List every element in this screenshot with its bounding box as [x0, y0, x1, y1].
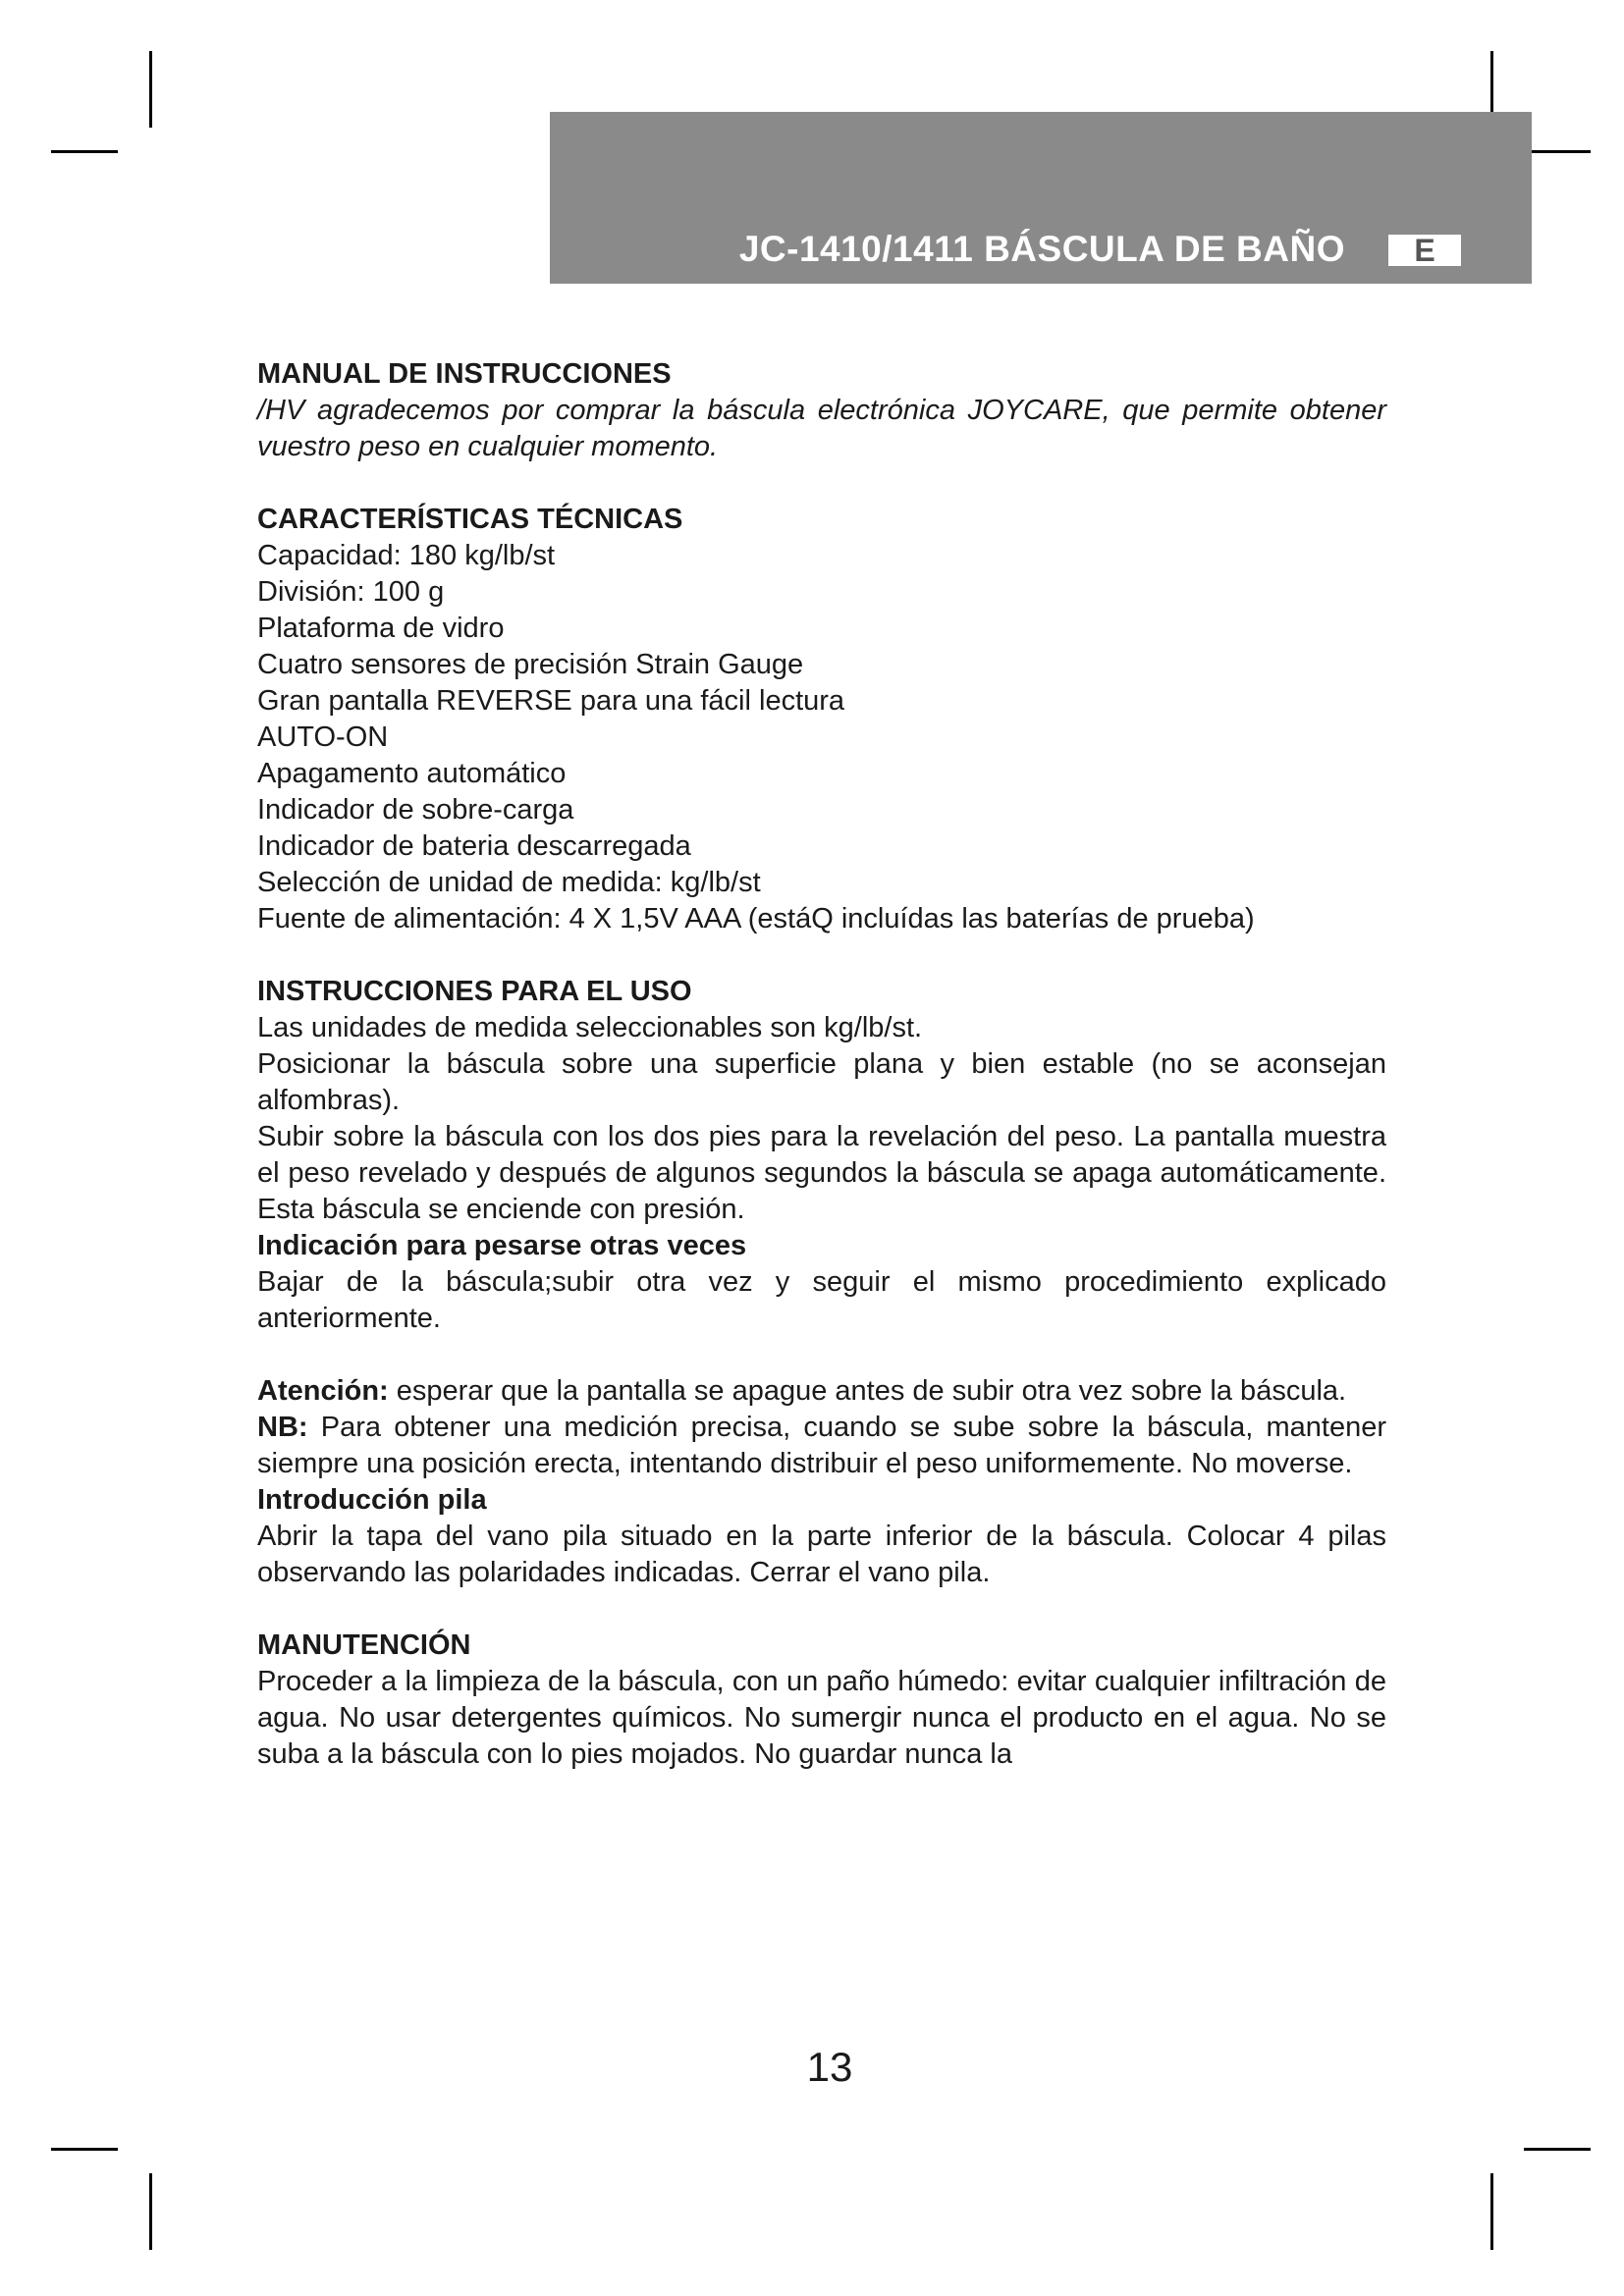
language-badge: E — [1388, 235, 1461, 266]
spec-item: Apagamento automático — [257, 758, 567, 789]
crop-mark-top-right-horizontal — [1524, 150, 1591, 153]
manual-section — [257, 356, 1386, 465]
attention-note — [257, 1373, 1386, 1410]
maintenance-section — [257, 1628, 1386, 1773]
crop-mark-top-left-horizontal — [51, 150, 118, 153]
spec-item: Indicador de bateria descarregada — [257, 830, 691, 862]
nb-text: Para obtener una medición precisa, cuando se sube sobre la báscula, mantener siempre una posición erecta, intentando distribuir el peso uniformemente. No moverse. — [257, 1412, 1386, 1479]
usage-paragraph: Posicionar la báscula sobre una superficie plana y bien estable (no se aconsejan alfombras). — [257, 1048, 1386, 1116]
specs-section — [257, 502, 1386, 937]
header-bar — [550, 112, 1532, 284]
notes-section — [257, 1373, 1386, 1591]
nb-note — [257, 1410, 1386, 1482]
spec-item: Gran pantalla REVERSE para una fácil lectura — [257, 685, 845, 717]
spec-item: Indicador de sobre-carga — [257, 794, 574, 826]
battery-text: Abrir la tapa del vano pila situado en la parte inferior de la báscula. Colocar 4 pilas observando las polaridades indicadas. Cerrar el vano pila. — [257, 1521, 1386, 1588]
spec-item: Cuatro sensores de precisión Strain Gauge — [257, 649, 804, 680]
usage-paragraph: Las unidades de medida seleccionables son kg/lb/st. — [257, 1012, 923, 1043]
usage-paragraph: Bajar de la báscula;subir otra vez y seguir el mismo procedimiento explicado anteriormente. — [257, 1266, 1386, 1334]
page-number: 13 — [806, 2044, 853, 2090]
usage-heading: INSTRUCCIONES PARA EL USO — [257, 976, 692, 1007]
nb-label: NB: — [257, 1412, 308, 1443]
maintenance-heading: MANUTENCIÓN — [257, 1629, 471, 1661]
usage-subheading: Indicación para pesarse otras veces — [257, 1230, 747, 1261]
spec-item: División: 100 g — [257, 576, 445, 608]
page-title: JC-1410/1411 BÁSCULA DE BAÑO — [738, 229, 1345, 269]
manual-intro: /HV agradecemos por comprar la báscula electrónica JOYCARE, que permite obtener vuestro peso en cualquier momento. — [257, 395, 1386, 462]
usage-section — [257, 974, 1386, 1337]
specs-heading: CARACTERÍSTICAS TÉCNICAS — [257, 504, 683, 535]
battery-heading: Introducción pila — [257, 1484, 487, 1516]
spec-item: AUTO-ON — [257, 721, 389, 753]
spec-item: Plataforma de vidro — [257, 613, 505, 644]
crop-mark-bottom-right-horizontal — [1524, 2148, 1591, 2151]
crop-mark-bottom-left-vertical — [149, 2173, 152, 2250]
spec-item: Selección de unidad de medida: kg/lb/st — [257, 867, 761, 898]
manual-heading: MANUAL DE INSTRUCCIONES — [257, 358, 672, 390]
usage-paragraph: Subir sobre la báscula con los dos pies para la revelación del peso. La pantalla muestra el peso revelado y después de algunos segundos la báscula se apaga automáticamente. Esta báscula se enciende con presión. — [257, 1121, 1386, 1225]
crop-mark-bottom-left-horizontal — [51, 2148, 118, 2151]
crop-mark-bottom-right-vertical — [1490, 2173, 1493, 2250]
attention-label: Atención: — [257, 1375, 389, 1407]
attention-text: esperar que la pantalla se apague antes de subir otra vez sobre la báscula. — [396, 1375, 1347, 1407]
spec-item: Capacidad: 180 kg/lb/st — [257, 540, 556, 571]
spec-item: Fuente de alimentación: 4 X 1,5V AAA (estáQ incluídas las baterías de prueba) — [257, 903, 1255, 934]
specs-list — [257, 538, 1386, 937]
document-body — [257, 356, 1386, 1773]
crop-mark-top-left-vertical — [149, 51, 152, 128]
maintenance-text: Proceder a la limpieza de la báscula, con un paño húmedo: evitar cualquier infiltración de agua. No usar detergentes químicos. No sumergir nunca el producto en el agua. No se suba a la báscula con lo pies mojados. No guardar nunca la — [257, 1666, 1386, 1770]
